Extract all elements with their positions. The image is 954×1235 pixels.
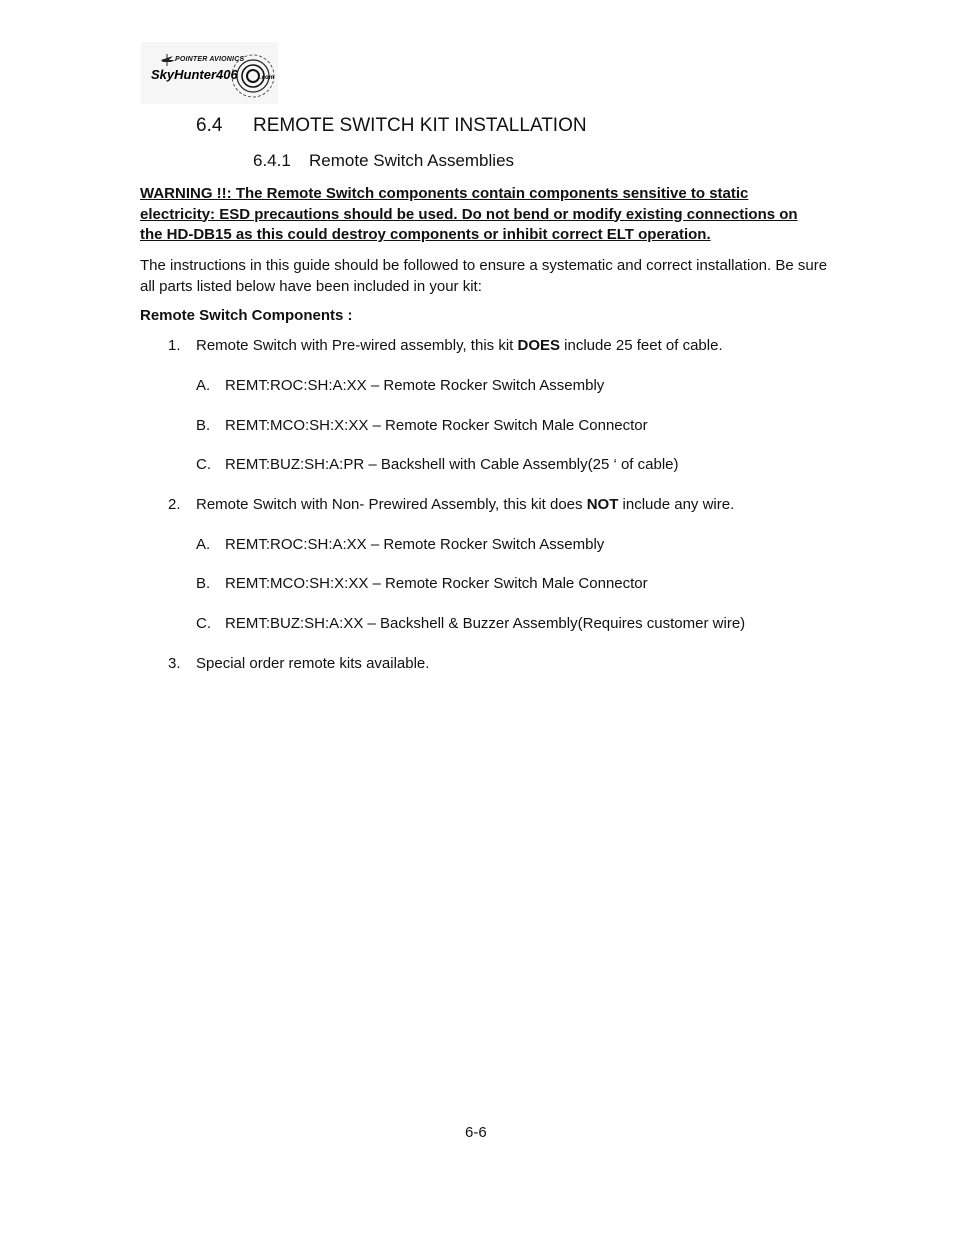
list-marker: B.	[196, 575, 211, 592]
intro-paragraph: The instructions in this guide should be followed to ensure a systematic and correct installation. Be sure all parts listed below have been included in your kit:	[140, 257, 828, 295]
list-item-text: Remote Switch with Pre-wired assembly, this kit DOES include 25 feet of cable.	[196, 337, 723, 354]
subsection-title: Remote Switch Assemblies	[309, 151, 515, 170]
list-marker: A.	[196, 536, 211, 553]
list-marker: C.	[196, 615, 211, 632]
section-number: 6.4	[196, 115, 223, 136]
page-number: 6-6	[465, 1124, 487, 1141]
logo-subtitle: POINTER AVIONICS	[175, 56, 245, 63]
section-heading	[196, 115, 587, 137]
subsection-heading	[253, 151, 514, 171]
logo-wordmark: SkyHunter406	[151, 67, 238, 82]
part-text: REMT:MCO:SH:X:XX – Remote Rocker Switch Male Connector	[225, 575, 648, 592]
company-logo	[141, 42, 278, 104]
subsection-number: 6.4.1	[253, 151, 291, 170]
part-text: REMT:ROC:SH:A:XX – Remote Rocker Switch Assembly	[225, 536, 605, 553]
emphasis-text: DOES	[517, 337, 560, 354]
list-item-text: Remote Switch with Non- Prewired Assembly, this kit does NOT include any wire.	[196, 496, 735, 513]
components-heading: Remote Switch Components :	[140, 307, 353, 324]
emphasis-text: NOT	[586, 496, 619, 513]
list-marker: C.	[196, 456, 211, 473]
list-marker: A.	[196, 377, 211, 394]
part-text: REMT:BUZ:SH:A:PR – Backshell with Cable Assembly(25 ‘ of cable)	[225, 456, 679, 473]
section-title: REMOTE SWITCH KIT INSTALLATION	[253, 115, 587, 136]
list-marker: B.	[196, 417, 211, 434]
list-marker: 3.	[168, 655, 181, 672]
list-item-text: Special order remote kits available.	[196, 655, 430, 672]
esd-warning: WARNING !!: The Remote Switch components contain components sensitive to static electricity: ESD precautions should be used. Do not bend or modify existing connections on the HD-DB15 as this could destroy components or inhibit correct ELT operation.	[140, 185, 798, 243]
list-marker: 2.	[168, 496, 181, 513]
part-text: REMT:MCO:SH:X:XX – Remote Rocker Switch Male Connector	[225, 417, 648, 434]
part-text: REMT:ROC:SH:A:XX – Remote Rocker Switch Assembly	[225, 377, 605, 394]
logo-domain: .com	[260, 75, 275, 81]
part-text: REMT:BUZ:SH:A:XX – Backshell & Buzzer Assembly(Requires customer wire)	[225, 615, 746, 632]
list-marker: 1.	[168, 337, 181, 354]
